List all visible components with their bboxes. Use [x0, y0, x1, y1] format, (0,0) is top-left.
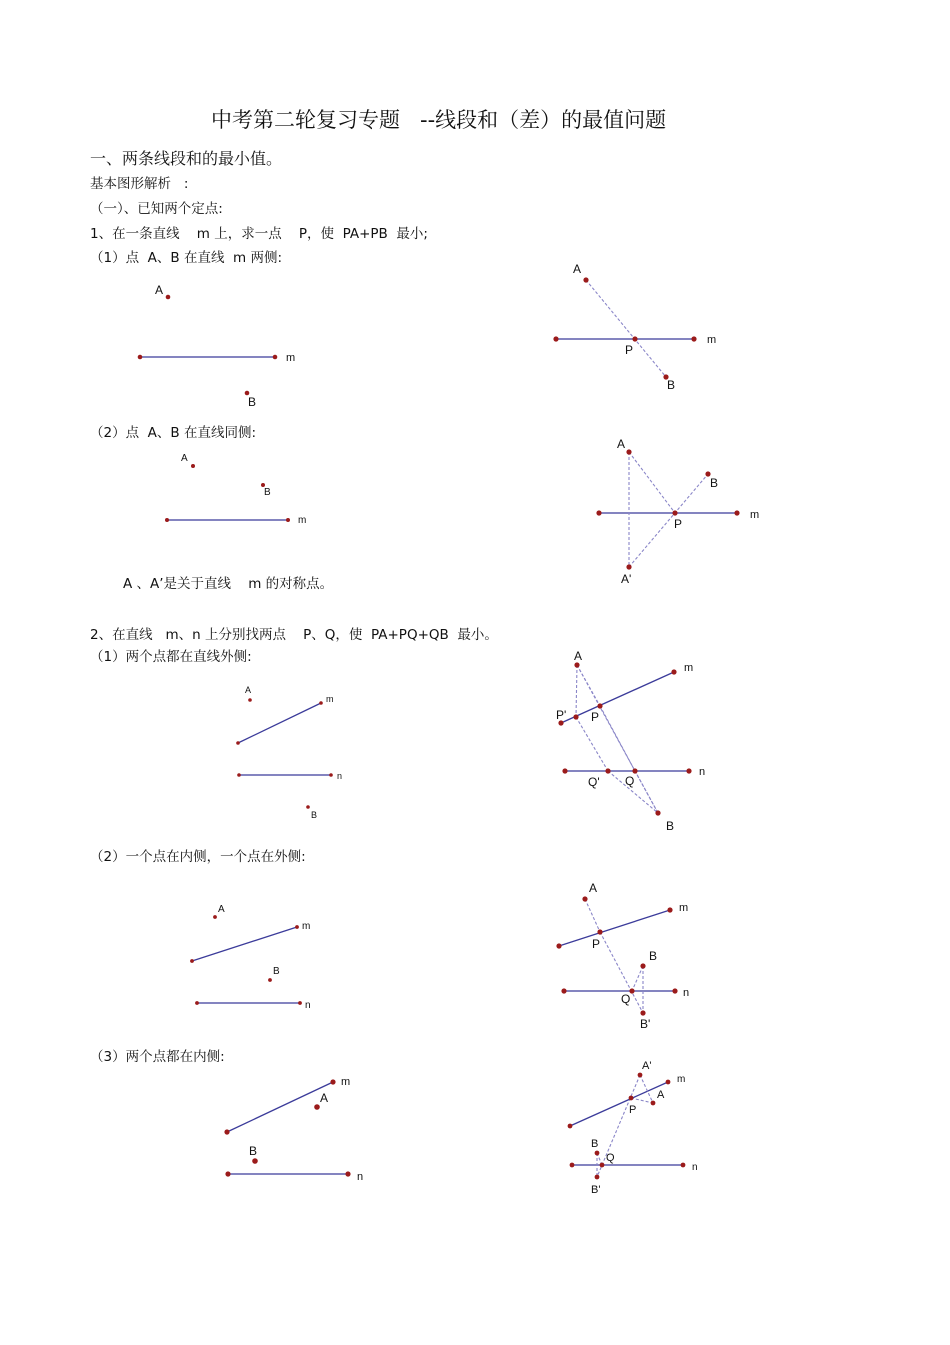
- figure-2-1-solution: [556, 649, 705, 833]
- label-n: n: [337, 771, 343, 781]
- label-q: Q: [606, 1152, 615, 1164]
- segment-p-q: [600, 706, 635, 771]
- label-a: A: [155, 283, 164, 297]
- line-endpoint: [225, 1171, 230, 1176]
- segment-p-prime-q-prime: [576, 717, 608, 771]
- segment-a-p: [585, 899, 600, 932]
- point-p: [597, 929, 602, 934]
- line-endpoint: [329, 773, 333, 777]
- line-endpoint: [672, 988, 677, 993]
- label-b: B: [273, 966, 280, 977]
- label-m: m: [684, 662, 694, 674]
- point-b: [655, 810, 660, 815]
- figure-2-2-problem: [190, 904, 310, 1011]
- figure-1-2-solution: [596, 437, 759, 586]
- line-endpoint: [734, 510, 739, 515]
- line-endpoint: [190, 959, 194, 963]
- point-b-prime: [595, 1175, 600, 1180]
- label-b: B: [649, 949, 658, 963]
- point-p: [597, 703, 602, 708]
- label-b: B: [666, 819, 675, 833]
- label-n: n: [692, 1162, 698, 1173]
- line-endpoint: [553, 336, 558, 341]
- point-a-prime: [638, 1073, 643, 1078]
- label-a: A: [181, 453, 188, 464]
- point-a: [574, 662, 579, 667]
- label-m: m: [326, 694, 334, 704]
- point-p: [629, 1096, 634, 1101]
- point-q: [600, 1163, 605, 1168]
- label-p: P: [674, 517, 683, 531]
- segment-a-prime-b-prime: [597, 1075, 640, 1177]
- figure-2-2-solution: [556, 881, 689, 1031]
- point-a: [582, 896, 587, 901]
- question-2-case-1: （1）两个点都在直线外侧:: [90, 649, 252, 665]
- point-b: [306, 805, 310, 809]
- label-m: m: [679, 902, 689, 914]
- point-p-prime: [573, 714, 578, 719]
- label-m: m: [286, 352, 296, 364]
- point-a: [314, 1104, 320, 1110]
- line-m: [238, 703, 321, 743]
- label-b-prime: B': [591, 1184, 601, 1196]
- line-endpoint: [667, 907, 672, 912]
- label-n: n: [699, 766, 706, 778]
- line-endpoint: [556, 943, 561, 948]
- line-endpoint: [138, 355, 143, 360]
- label-b: B: [710, 476, 719, 490]
- label-a: A: [573, 262, 582, 276]
- label-a: A: [245, 685, 252, 695]
- point-a: [213, 915, 217, 919]
- label-p: P: [625, 343, 634, 357]
- question-2: 2、在直线 m、n 上分别找两点 P、Q，使 PA+PQ+QB 最小。: [90, 627, 498, 643]
- point-a-prime: [626, 564, 631, 569]
- label-b: B: [264, 487, 271, 498]
- question-1: 1、在一条直线 m 上，求一点 P，使 PA+PB 最小;: [90, 226, 428, 242]
- question-2-case-2: （2）一个点在内侧，一个点在外侧:: [90, 849, 306, 865]
- label-q: Q: [621, 992, 631, 1006]
- segment-p-a: [631, 1098, 653, 1103]
- point-a: [191, 464, 195, 468]
- label-n: n: [683, 987, 690, 999]
- label-p: P: [591, 710, 600, 724]
- label-m: m: [302, 921, 311, 932]
- line-endpoint: [345, 1171, 350, 1176]
- label-b-prime: B': [640, 1017, 651, 1031]
- line-endpoint: [681, 1163, 686, 1168]
- point-q: [632, 768, 637, 773]
- label-a: A: [657, 1089, 665, 1101]
- label-n: n: [357, 1171, 364, 1183]
- label-a: A: [617, 437, 626, 451]
- point-a: [626, 449, 631, 454]
- line-endpoint: [286, 518, 290, 522]
- figure-2-3-problem: [224, 1076, 363, 1183]
- segment-q-b: [632, 966, 643, 991]
- label-p-prime: P': [556, 708, 567, 722]
- label-a-prime: A': [642, 1060, 652, 1072]
- label-n: n: [305, 1000, 311, 1011]
- line-endpoint: [666, 1080, 671, 1085]
- line-m: [559, 910, 670, 946]
- line-endpoint: [165, 518, 169, 522]
- label-m: m: [750, 509, 760, 521]
- point-a: [166, 295, 171, 300]
- line-endpoint: [562, 768, 567, 773]
- label-a: A: [574, 649, 583, 663]
- point-a: [248, 698, 252, 702]
- figure-2-1-problem: [236, 685, 342, 820]
- segment-a-p-prime: [576, 665, 577, 717]
- question-1-case-2: （2）点 A、B 在直线同侧:: [90, 425, 257, 441]
- question-2-case-3: （3）两个点都在内侧:: [90, 1049, 225, 1065]
- figure-1-2-problem: [165, 453, 306, 526]
- line-endpoint: [319, 701, 323, 705]
- label-m: m: [341, 1076, 351, 1088]
- line-endpoint: [236, 741, 240, 745]
- label-q: Q: [625, 774, 635, 788]
- section-heading: 一、两条线段和的最小值。: [90, 149, 283, 168]
- line-endpoint: [570, 1163, 575, 1168]
- line-endpoint: [224, 1129, 229, 1134]
- point-b: [640, 963, 645, 968]
- label-m: m: [298, 515, 307, 526]
- segment-ab: [586, 280, 666, 377]
- figure-1-1-solution: [553, 262, 716, 392]
- line-endpoint: [195, 1001, 199, 1005]
- line-endpoint: [596, 510, 601, 515]
- line-endpoint: [691, 336, 696, 341]
- label-q-prime: Q': [588, 775, 600, 789]
- line-endpoint: [298, 1001, 302, 1005]
- point-p: [632, 336, 637, 341]
- point-a: [583, 277, 588, 282]
- symmetry-note: A 、A’是关于直线 m 的对称点。: [123, 576, 334, 592]
- line-endpoint: [686, 768, 691, 773]
- label-b: B: [249, 1144, 258, 1158]
- line-endpoint: [561, 988, 566, 993]
- line-endpoint: [295, 925, 299, 929]
- figure-1-1-problem: [138, 283, 295, 409]
- point-b: [252, 1158, 258, 1164]
- label-p: P: [629, 1104, 637, 1116]
- segment-ap: [629, 452, 675, 513]
- line-endpoint: [568, 1124, 573, 1129]
- line-endpoint: [671, 669, 676, 674]
- label-a: A: [589, 881, 598, 895]
- label-b: B: [311, 810, 318, 820]
- question-1-case-1: （1）点 A、B 在直线 m 两侧:: [90, 250, 283, 266]
- label-a: A: [320, 1091, 329, 1105]
- figure-2-3-solution: [568, 1060, 698, 1196]
- line-endpoint: [237, 773, 241, 777]
- label-b: B: [591, 1138, 599, 1150]
- point-b: [268, 978, 272, 982]
- point-p: [672, 510, 677, 515]
- label-m: m: [677, 1074, 686, 1085]
- point-a: [651, 1101, 656, 1106]
- label-m: m: [707, 334, 717, 346]
- label-b: B: [248, 395, 257, 409]
- label-a-prime: A': [621, 572, 632, 586]
- page-title: 中考第二轮复习专题 --线段和（差）的最值问题: [211, 108, 667, 132]
- line-endpoint: [330, 1079, 335, 1084]
- point-b: [595, 1151, 600, 1156]
- segment-a-prime-b: [629, 474, 708, 567]
- part-one-heading: （一）、已知两个定点:: [90, 201, 223, 217]
- label-b: B: [667, 378, 676, 392]
- basic-figure-heading: 基本图形解析 :: [90, 176, 189, 192]
- line-m: [192, 927, 297, 961]
- label-a: A: [218, 904, 225, 915]
- line-endpoint: [273, 355, 278, 360]
- point-q-prime: [605, 768, 610, 773]
- label-p: P: [592, 937, 601, 951]
- point-b-prime: [640, 1010, 645, 1015]
